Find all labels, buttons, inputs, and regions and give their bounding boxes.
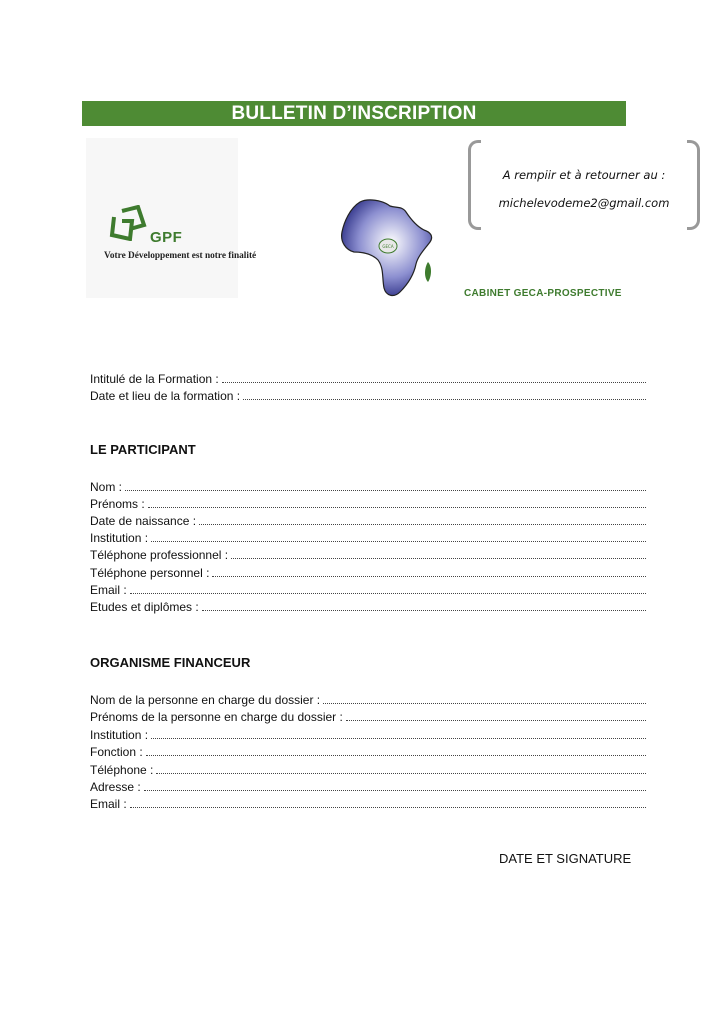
field-institution-financeur[interactable] <box>90 726 646 742</box>
field-fonction[interactable] <box>90 743 646 759</box>
field-date-naissance[interactable] <box>90 512 646 528</box>
date-signature-label: DATE ET SIGNATURE <box>499 851 632 866</box>
field-email[interactable] <box>90 581 646 597</box>
section-title-financeur: ORGANISME FINANCEUR <box>90 655 251 670</box>
field-email-financeur[interactable] <box>90 795 646 811</box>
field-intitule-formation[interactable] <box>90 370 646 386</box>
return-instruction-text: A rempiir et à retourner au : <box>502 168 666 182</box>
cabinet-name: CABINET GECA-PROSPECTIVE <box>464 288 622 299</box>
fill-line[interactable] <box>151 727 646 739</box>
section-title-participant: LE PARTICIPANT <box>90 442 196 457</box>
field-label: Email : <box>90 583 127 597</box>
field-nom-responsable[interactable] <box>90 691 646 707</box>
fill-line[interactable] <box>202 599 646 611</box>
fill-line[interactable] <box>212 565 646 577</box>
gpf-tagline: Votre Développement est notre finalité <box>104 251 257 261</box>
field-label: Adresse : <box>90 780 141 794</box>
fill-line[interactable] <box>146 744 646 756</box>
field-telephone-personnel[interactable] <box>90 564 646 580</box>
africa-map-icon <box>338 196 438 300</box>
gpf-logo-text: GPF <box>150 229 183 246</box>
fill-line[interactable] <box>144 779 646 791</box>
field-etudes-diplomes[interactable] <box>90 598 646 614</box>
right-bracket <box>687 140 700 230</box>
field-label: Prénoms : <box>90 497 145 511</box>
field-telephone-professionnel[interactable] <box>90 546 646 562</box>
fill-line[interactable] <box>231 547 646 559</box>
page-title: BULLETIN D’INSCRIPTION <box>231 103 477 124</box>
field-label: Nom : <box>90 480 123 494</box>
field-label: Institution : <box>90 728 149 742</box>
fill-line[interactable] <box>130 796 646 808</box>
field-date-lieu-formation[interactable] <box>90 387 646 403</box>
gpf-logo <box>86 138 257 298</box>
fill-line[interactable] <box>156 762 646 774</box>
return-instructions <box>468 140 700 226</box>
fill-line[interactable] <box>346 709 646 721</box>
left-bracket <box>468 140 481 230</box>
field-label: Téléphone personnel : <box>90 566 210 580</box>
gpf-logo-icon <box>108 205 148 241</box>
field-prenoms-responsable[interactable] <box>90 708 646 724</box>
fill-line[interactable] <box>148 496 646 508</box>
field-prenoms[interactable] <box>90 495 646 511</box>
field-label: Email : <box>90 797 127 811</box>
field-label: Intitulé de la Formation : <box>90 372 219 386</box>
field-telephone-financeur[interactable] <box>90 761 646 777</box>
field-institution[interactable] <box>90 529 646 545</box>
field-nom[interactable] <box>90 478 646 494</box>
field-adresse[interactable] <box>90 778 646 794</box>
field-label: Etudes et diplômes : <box>90 600 199 614</box>
page-title-banner <box>82 101 626 126</box>
fill-line[interactable] <box>222 371 646 383</box>
field-label: Téléphone professionnel : <box>90 548 229 562</box>
africa-map-logo <box>338 196 438 300</box>
fill-line[interactable] <box>125 479 646 491</box>
field-label: Fonction : <box>90 745 143 759</box>
field-label: Téléphone : <box>90 763 154 777</box>
return-email: michelevodeme2@gmail.com <box>498 196 670 210</box>
field-label: Nom de la personne en charge du dossier : <box>90 693 321 707</box>
field-label: Date et lieu de la formation : <box>90 389 241 403</box>
field-label: Prénoms de la personne en charge du dossier : <box>90 710 343 724</box>
svg-text:GECA: GECA <box>382 244 394 249</box>
fill-line[interactable] <box>323 692 646 704</box>
fill-line[interactable] <box>130 582 646 594</box>
field-label: Date de naissance : <box>90 514 197 528</box>
fill-line[interactable] <box>243 388 646 400</box>
fill-line[interactable] <box>199 513 646 525</box>
field-label: Institution : <box>90 531 149 545</box>
fill-line[interactable] <box>151 530 646 542</box>
